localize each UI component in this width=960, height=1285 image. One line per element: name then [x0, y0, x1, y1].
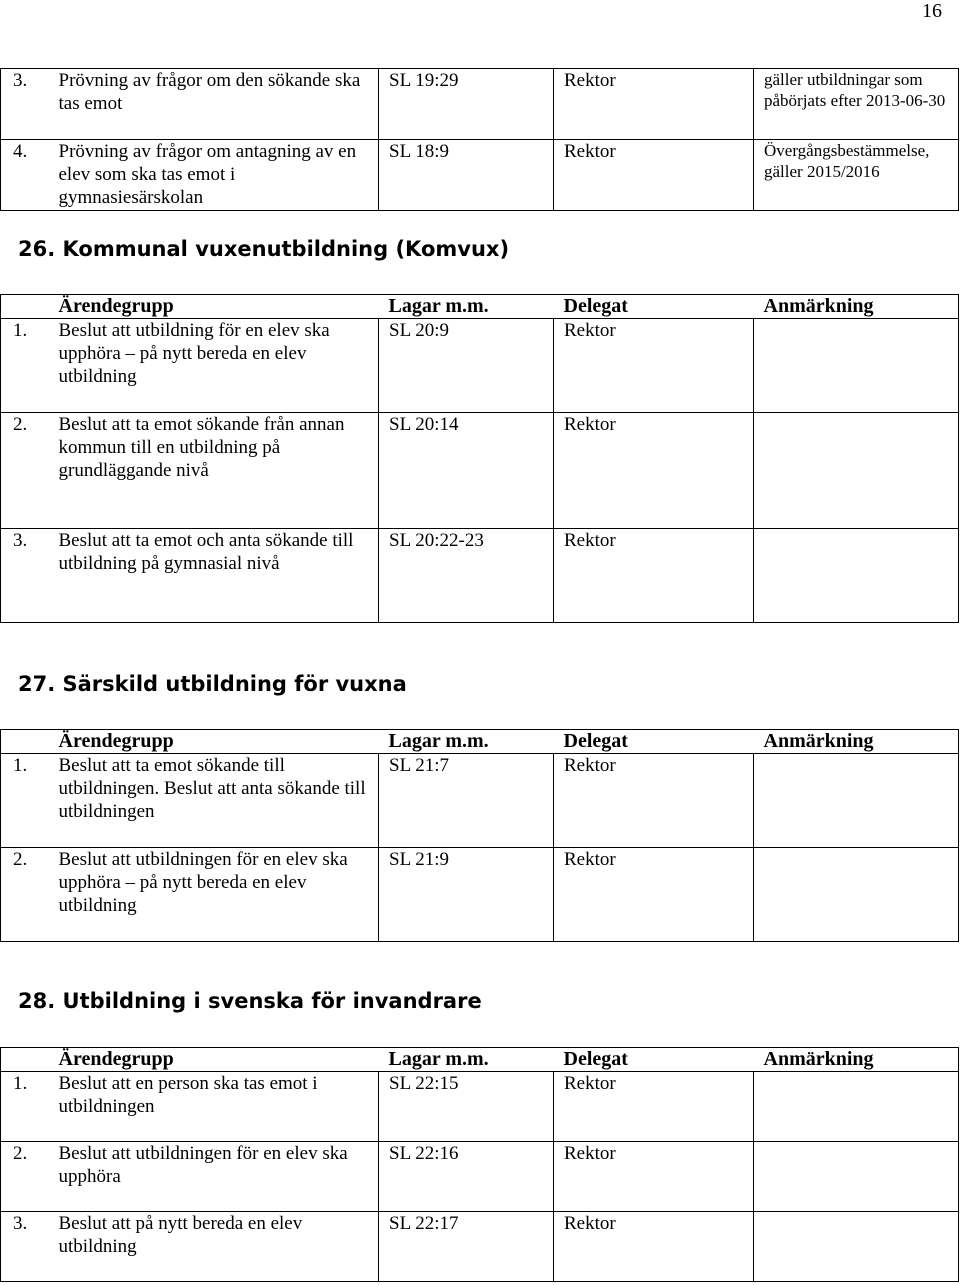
law-cell: SL 20:9	[379, 319, 554, 413]
law-cell: SL 22:15	[379, 1072, 554, 1142]
note-cell	[754, 1212, 959, 1282]
section-28-table	[0, 1047, 959, 1282]
delegate-cell: Rektor	[554, 1072, 754, 1142]
note-cell	[754, 848, 959, 942]
section-title-26: 26. Kommunal vuxenutbildning (Komvux)	[18, 237, 510, 261]
row-number: 4.	[1, 140, 59, 211]
note-cell: Övergångsbestämmelse, gäller 2015/2016	[754, 140, 959, 211]
header-delegate: Delegat	[554, 1048, 754, 1072]
header-group: Ärendegrupp	[59, 1048, 379, 1072]
table-row	[1, 69, 959, 140]
row-number: 2.	[1, 848, 59, 942]
page-number: 16	[922, 0, 942, 22]
table-row	[1, 1142, 959, 1212]
delegate-cell: Rektor	[554, 848, 754, 942]
table-row	[1, 140, 959, 211]
header-law: Lagar m.m.	[379, 295, 554, 319]
delegate-cell: Rektor	[554, 319, 754, 413]
law-cell: SL 22:17	[379, 1212, 554, 1282]
row-number: 2.	[1, 1142, 59, 1212]
header-law: Lagar m.m.	[379, 1048, 554, 1072]
law-cell: SL 18:9	[379, 140, 554, 211]
top-table	[0, 68, 959, 211]
header-row	[1, 1048, 959, 1072]
table-row	[1, 1212, 959, 1282]
row-number: 1.	[1, 319, 59, 413]
subject-cell: Beslut att utbildningen för en elev ska upphöra	[59, 1142, 379, 1212]
delegate-cell: Rektor	[554, 140, 754, 211]
header-delegate: Delegat	[554, 730, 754, 754]
delegate-cell: Rektor	[554, 1142, 754, 1212]
row-number: 3.	[1, 529, 59, 623]
delegate-cell: Rektor	[554, 754, 754, 848]
table-row	[1, 413, 959, 529]
section-title-28: 28. Utbildning i svenska för invandrare	[18, 989, 482, 1013]
table-row	[1, 1072, 959, 1142]
header-note: Anmärkning	[754, 1048, 959, 1072]
row-number: 1.	[1, 1072, 59, 1142]
delegate-cell: Rektor	[554, 529, 754, 623]
header-delegate: Delegat	[554, 295, 754, 319]
note-cell: gäller utbildningar som påbörjats efter 2013-06-30	[754, 69, 959, 140]
section-26-table	[0, 294, 959, 623]
header-row	[1, 730, 959, 754]
row-number: 2.	[1, 413, 59, 529]
table-row	[1, 529, 959, 623]
row-number: 3.	[1, 1212, 59, 1282]
table-row	[1, 848, 959, 942]
section-title-27: 27. Särskild utbildning för vuxna	[18, 672, 407, 696]
subject-cell: Prövning av frågor om den sökande ska tas emot	[59, 69, 379, 140]
delegate-cell: Rektor	[554, 69, 754, 140]
note-cell	[754, 754, 959, 848]
subject-cell: Beslut att utbildningen för en elev ska upphöra – på nytt bereda en elev utbildning	[59, 848, 379, 942]
table-row	[1, 319, 959, 413]
law-cell: SL 20:14	[379, 413, 554, 529]
law-cell: SL 21:7	[379, 754, 554, 848]
header-group: Ärendegrupp	[59, 295, 379, 319]
row-number: 1.	[1, 754, 59, 848]
header-row	[1, 295, 959, 319]
table-row	[1, 754, 959, 848]
note-cell	[754, 413, 959, 529]
section-27-table	[0, 729, 959, 942]
subject-cell: Beslut att på nytt bereda en elev utbildning	[59, 1212, 379, 1282]
subject-cell: Beslut att utbildning för en elev ska upphöra – på nytt bereda en elev utbildning	[59, 319, 379, 413]
header-law: Lagar m.m.	[379, 730, 554, 754]
subject-cell: Prövning av frågor om antagning av en elev som ska tas emot i gymnasiesärskolan	[59, 140, 379, 211]
subject-cell: Beslut att ta emot sökande till utbildningen. Beslut att anta sökande till utbildningen	[59, 754, 379, 848]
law-cell: SL 19:29	[379, 69, 554, 140]
subject-cell: Beslut att ta emot sökande från annan kommun till en utbildning på grundläggande nivå	[59, 413, 379, 529]
law-cell: SL 22:16	[379, 1142, 554, 1212]
header-note: Anmärkning	[754, 295, 959, 319]
note-cell	[754, 1072, 959, 1142]
note-cell	[754, 529, 959, 623]
note-cell	[754, 1142, 959, 1212]
delegate-cell: Rektor	[554, 413, 754, 529]
header-note: Anmärkning	[754, 730, 959, 754]
header-group: Ärendegrupp	[59, 730, 379, 754]
subject-cell: Beslut att en person ska tas emot i utbildningen	[59, 1072, 379, 1142]
delegate-cell: Rektor	[554, 1212, 754, 1282]
law-cell: SL 21:9	[379, 848, 554, 942]
law-cell: SL 20:22-23	[379, 529, 554, 623]
subject-cell: Beslut att ta emot och anta sökande till utbildning på gymnasial nivå	[59, 529, 379, 623]
note-cell	[754, 319, 959, 413]
row-number: 3.	[1, 69, 59, 140]
